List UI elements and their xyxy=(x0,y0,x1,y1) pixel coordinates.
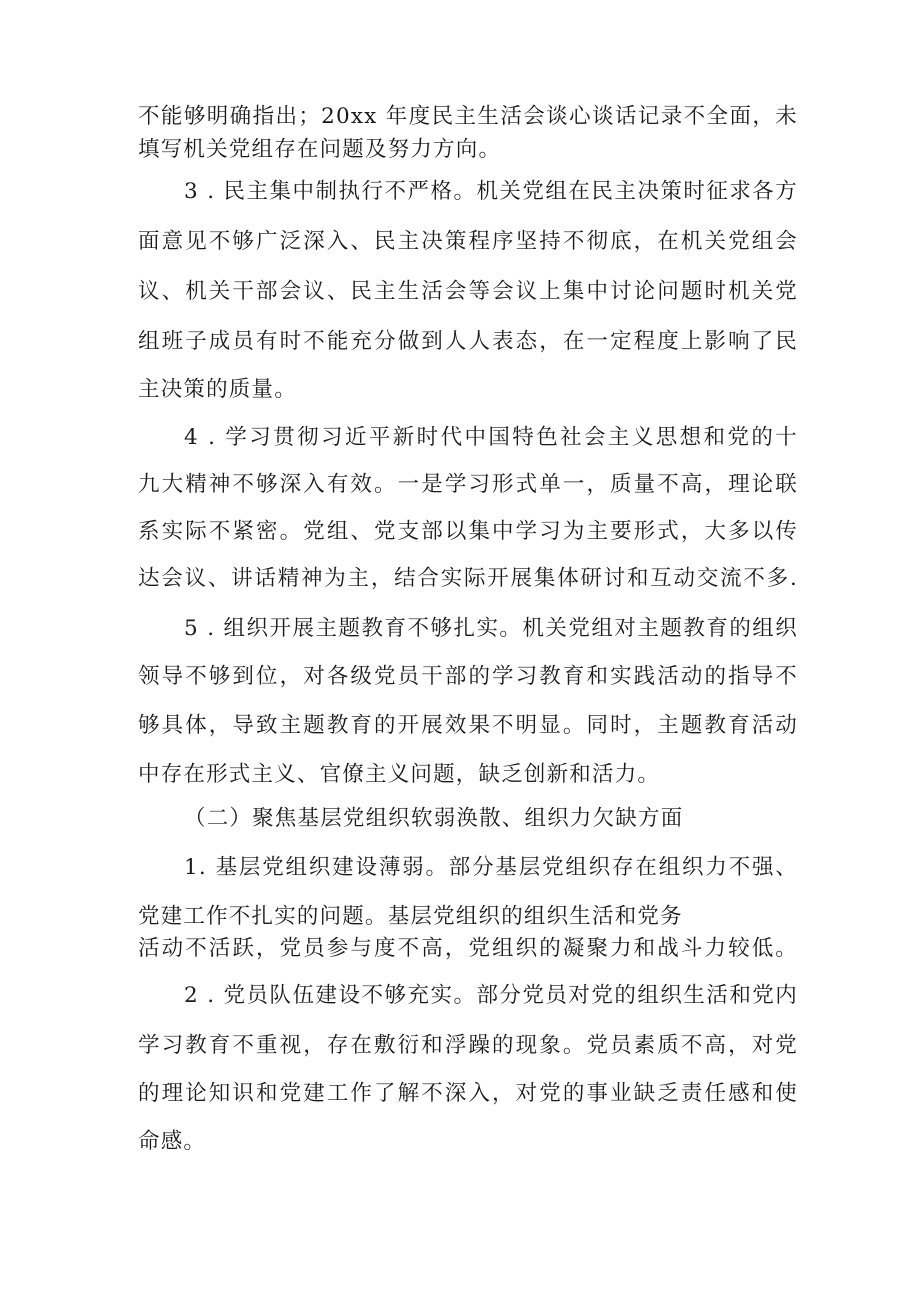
text-line: 的理论知识和党建工作了解不深入，对党的事业缺乏责任感和使 xyxy=(138,1081,798,1106)
text-line: 主决策的质量。 xyxy=(138,377,297,402)
text-line: 填写机关党组存在问题及努力方向。 xyxy=(138,137,502,162)
text-line: 达会议、讲话精神为主，结合实际开展集体研讨和互动交流不多. xyxy=(138,566,798,591)
text-line: 面意见不够广泛深入、民主决策程序坚持不彻底，在机关党组会 xyxy=(138,229,798,254)
text-line: 领导不够到位，对各级党员干部的学习教育和实践活动的指导不 xyxy=(138,664,798,689)
paragraph-5-heading-line: 5 . 组织开展主题教育不够扎实。机关党组对主题教育的组织 xyxy=(184,616,798,641)
text-line: 议、机关干部会议、民主生活会等会议上集中讨论问题时机关党 xyxy=(138,279,798,304)
text-line: 活动不活跃，党员参与度不高，党组织的凝聚力和战斗力较低。 xyxy=(138,936,798,961)
paragraph-1-heading-line: 1. 基层党组织建设薄弱。部分基层党组织存在组织力不强、 xyxy=(184,855,798,880)
paragraph-2-heading-line: 2 . 党员队伍建设不够充实。部分党员对党的组织生活和党内 xyxy=(184,983,798,1008)
section-heading: （二）聚焦基层党组织软弱涣散、组织力欠缺方面 xyxy=(184,806,684,831)
text-line: 命感。 xyxy=(138,1129,207,1154)
text-line: 学习教育不重视，存在敷衍和浮躁的现象。党员素质不高，对党 xyxy=(138,1033,798,1058)
text-line: 不能够明确指出；20xx 年度民主生活会谈心谈话记录不全面，未 xyxy=(138,104,798,129)
text-line: 中存在形式主义、官僚主义问题，缺乏创新和活力。 xyxy=(138,762,661,787)
paragraph-3-heading-line: 3 . 民主集中制执行不严格。机关党组在民主决策时征求各方 xyxy=(184,179,798,204)
text-line: 系实际不紧密。党组、党支部以集中学习为主要形式，大多以传 xyxy=(138,519,798,544)
text-line: 组班子成员有时不能充分做到人人表态，在一定程度上影响了民 xyxy=(138,329,798,354)
text-line: 九大精神不够深入有效。一是学习形式单一，质量不高，理论联 xyxy=(138,472,798,497)
text-line: 够具体，导致主题教育的开展效果不明显。同时，主题教育活动 xyxy=(138,713,798,738)
paragraph-4-heading-line: 4 . 学习贯彻习近平新时代中国特色社会主义思想和党的十 xyxy=(184,425,798,450)
text-line: 党建工作不扎实的问题。基层党组织的组织生活和党务 xyxy=(138,904,683,929)
